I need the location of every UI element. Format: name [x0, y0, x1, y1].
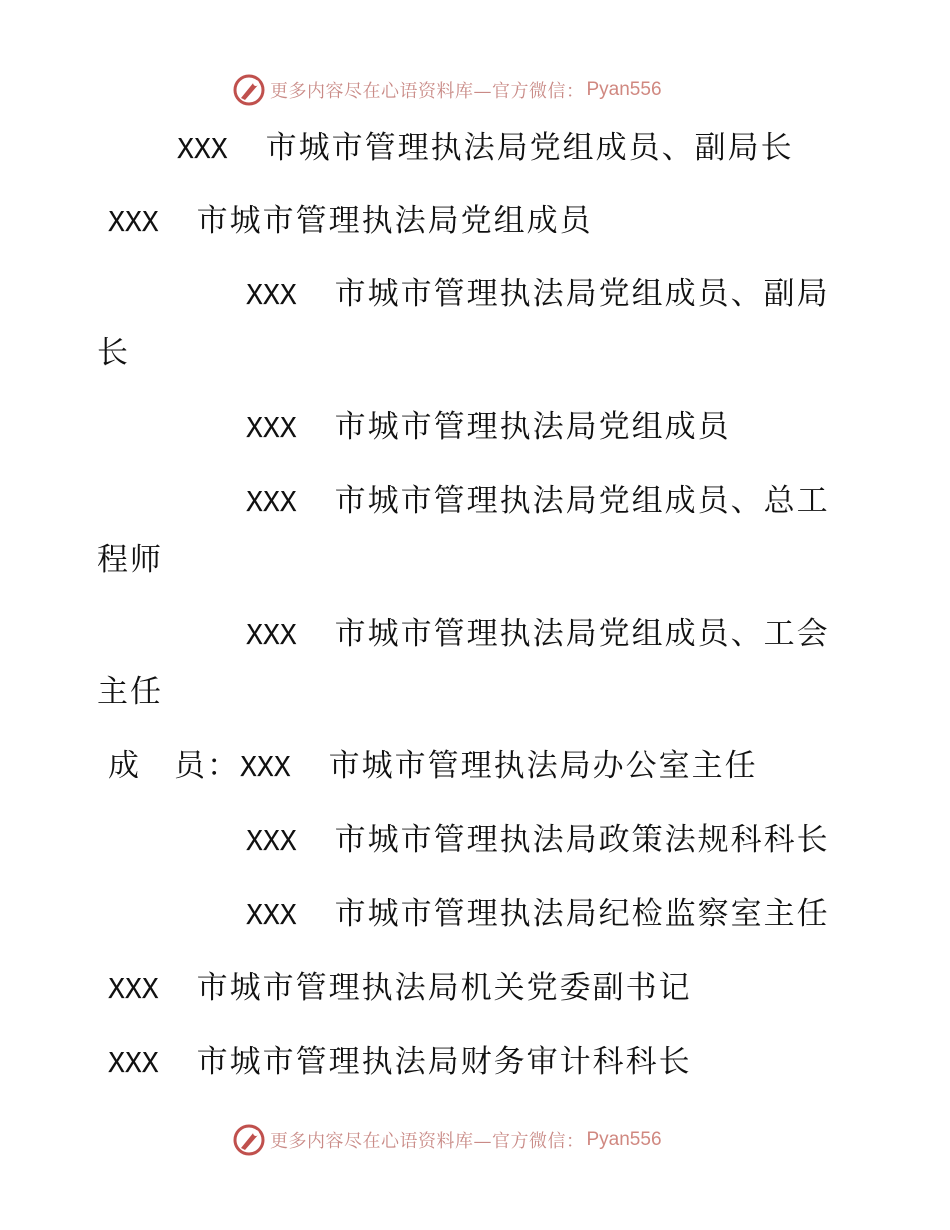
member-name: XXX [246, 411, 297, 444]
watermark-text: 更多内容尽在心语资料库—官方微信： [270, 1131, 585, 1152]
member-title: 市城市管理执法局纪检监察室主任 [334, 896, 830, 932]
member-line-3 [246, 274, 830, 314]
pen-logo-icon [232, 73, 266, 107]
member-name: XXX [108, 1046, 159, 1079]
member-title: 市城市管理执法局办公室主任 [328, 748, 758, 784]
member-title-wrap: 程师 [97, 542, 163, 578]
watermark-text: 更多内容尽在心语资料库—官方微信： [270, 81, 585, 102]
member-line-4 [246, 407, 731, 447]
member-name: XXX [246, 898, 297, 931]
member-name: XXX [246, 618, 297, 651]
member-title: 市城市管理执法局党组成员、副局 [334, 276, 830, 312]
members-line-1 [108, 746, 758, 786]
member-name: XXX [240, 750, 291, 783]
member-title: 市城市管理执法局财务审计科科长 [196, 1044, 692, 1080]
member-line-6 [246, 614, 830, 654]
member-title: 市城市管理执法局党组成员、总工 [334, 483, 830, 519]
members-prefix: 成 员： [108, 748, 240, 784]
members-line-4 [108, 968, 692, 1008]
member-title: 市城市管理执法局党组成员、副局长 [265, 130, 794, 166]
members-line-5 [108, 1042, 692, 1082]
member-title: 市城市管理执法局政策法规科科长 [334, 822, 830, 858]
member-line-1 [177, 128, 794, 168]
member-line-6-wrap [97, 672, 163, 712]
watermark-wechat-id: Pyan556 [586, 79, 662, 100]
member-line-5 [246, 481, 830, 521]
member-name: XXX [246, 278, 297, 311]
member-title-wrap: 主任 [97, 674, 163, 710]
members-line-2 [246, 820, 830, 860]
member-line-2 [108, 201, 593, 241]
member-title: 市城市管理执法局党组成员、工会 [334, 616, 830, 652]
member-title-wrap: 长 [97, 335, 130, 371]
watermark-top [232, 72, 662, 108]
member-line-3-wrap [97, 333, 130, 373]
members-line-3 [246, 894, 830, 934]
pen-logo-icon [232, 1123, 266, 1157]
member-line-5-wrap [97, 540, 163, 580]
member-name: XXX [246, 485, 297, 518]
member-name: XXX [108, 205, 159, 238]
member-title: 市城市管理执法局党组成员 [196, 203, 593, 239]
member-title: 市城市管理执法局机关党委副书记 [196, 970, 692, 1006]
watermark-wechat-id: Pyan556 [586, 1129, 662, 1150]
watermark-bottom [232, 1122, 662, 1158]
member-title: 市城市管理执法局党组成员 [334, 409, 731, 445]
member-name: XXX [246, 824, 297, 857]
member-name: XXX [108, 972, 159, 1005]
member-name: XXX [177, 132, 228, 165]
